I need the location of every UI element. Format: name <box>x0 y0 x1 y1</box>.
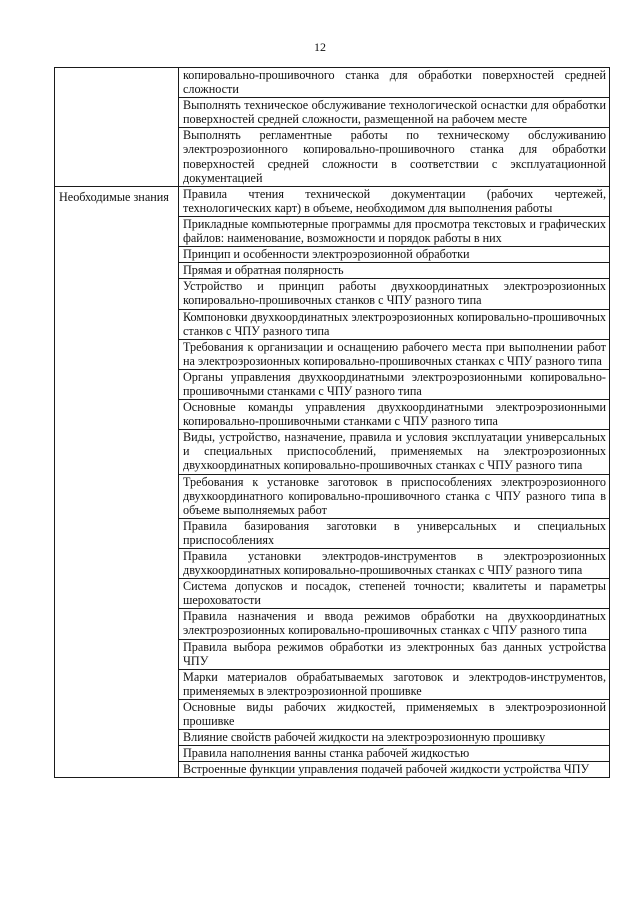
table-cell-text: Выполнять регламентные работы по техническому обслуживанию электроэрозионного копировально-прошивочного станка для обработки поверхностей средней сложности в соответствии с эксплуатационной документацией <box>179 128 610 186</box>
table-cell-text: Требования к установке заготовок в приспособлениях электроэрозионного двухкоординатного копировально-прошивочного станка с ЧПУ разного типа в объеме выполняемых работ <box>179 474 610 518</box>
table-cell-text: Правила выбора режимов обработки из электронных баз данных устройства ЧПУ <box>179 639 610 669</box>
table-cell-text: Правила установки электродов-инструментов в электроэрозионных двухкоординатных копировально-прошивочных станках с ЧПУ разного типа <box>179 549 610 579</box>
table-cell-text: копировально-прошивочного станка для обработки поверхностей средней сложности <box>179 68 610 98</box>
table-cell-text: Влияние свойств рабочей жидкости на электроэрозионную прошивку <box>179 730 610 746</box>
section-label-knowledge: Необходимые знания <box>55 186 179 778</box>
table-cell-text: Прямая и обратная полярность <box>179 263 610 279</box>
table-cell-text: Принцип и особенности электроэрозионной обработки <box>179 247 610 263</box>
table-cell-text: Органы управления двухкоординатными электроэрозионными копировально-прошивочными станками с ЧПУ разного типа <box>179 369 610 399</box>
table-row <box>55 68 610 98</box>
table-cell-text: Выполнять техническое обслуживание технологической оснастки для обработки поверхностей средней сложности, размещенной на рабочем месте <box>179 98 610 128</box>
requirements-table <box>54 67 610 778</box>
table-cell-text: Виды, устройство, назначение, правила и условия эксплуатации универсальных и специальных приспособлений, применяемых на электроэрозионных двухкоординатных копировально-прошивочных станках с ЧПУ разного типа <box>179 430 610 474</box>
section-label-empty <box>55 68 179 187</box>
table-cell-text: Правила наполнения ванны станка рабочей жидкостью <box>179 746 610 762</box>
table-row <box>55 186 610 216</box>
table-cell-text: Компоновки двухкоординатных электроэрозионных копировально-прошивочных станков с ЧПУ разного типа <box>179 309 610 339</box>
table-cell-text: Правила базирования заготовки в универсальных и специальных приспособлениях <box>179 518 610 548</box>
table-cell-text: Требования к организации и оснащению рабочего места при выполнении работ на электроэрозионных копировально-прошивочных станках с ЧПУ разного типа <box>179 339 610 369</box>
table-cell-text: Встроенные функции управления подачей рабочей жидкости устройства ЧПУ <box>179 762 610 778</box>
table-cell-text: Система допусков и посадок, степеней точности; квалитеты и параметры шероховатости <box>179 579 610 609</box>
page-number: 12 <box>314 40 326 54</box>
table-cell-text: Устройство и принцип работы двухкоординатных электроэрозионных копировально-прошивочных станков с ЧПУ разного типа <box>179 279 610 309</box>
table-cell-text: Прикладные компьютерные программы для просмотра текстовых и графических файлов: наименование, возможности и порядок работы в них <box>179 216 610 246</box>
table-cell-text: Основные команды управления двухкоординатными электроэрозионными копировально-прошивочными станками с ЧПУ разного типа <box>179 400 610 430</box>
table-cell-text: Основные виды рабочих жидкостей, применяемых в электроэрозионной прошивке <box>179 699 610 729</box>
table-cell-text: Марки материалов обрабатываемых заготовок и электродов-инструментов, применяемых в электроэрозионной прошивке <box>179 669 610 699</box>
table-cell-text: Правила чтения технической документации (рабочих чертежей, технологических карт) в объеме, необходимом для выполнения работы <box>179 186 610 216</box>
table-cell-text: Правила назначения и ввода режимов обработки на двухкоординатных электроэрозионных копировально-прошивочных станках с ЧПУ разного типа <box>179 609 610 639</box>
